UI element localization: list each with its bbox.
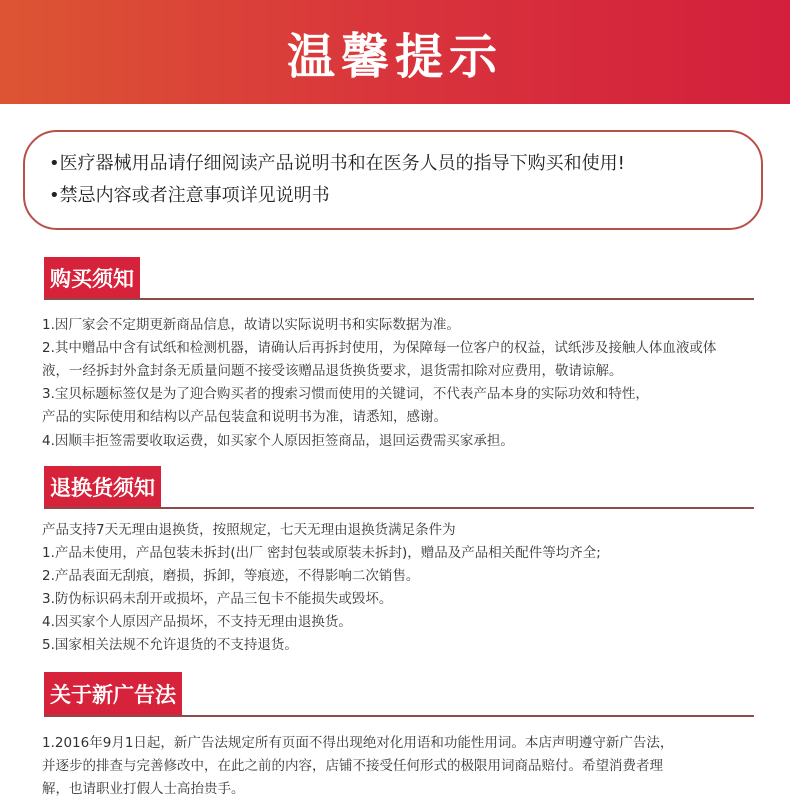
returns-item: 5.国家相关法规不允许退货的不支持退货。 [42,637,298,653]
returns-item: 1.产品未使用，产品包装未拆封(出厂 密封包装或原装未拆封)，赠品及产品相关配件等均齐全; [42,545,601,561]
returns-item: 4.因买家个人原因产品损坏，不支持无理由退换货。 [42,614,352,630]
purchase-divider [44,298,754,300]
purchase-item: 产品的实际使用和结构以产品包装盒和说明书为准，请悉知，感谢。 [42,409,447,425]
adlaw-divider [44,715,754,717]
returns-item: 2.产品表面无刮痕，磨损，拆卸，等痕迹，不得影响二次销售。 [42,568,420,584]
adlaw-section-title: 关于新广告法 [44,672,182,716]
notice-line: •医疗器械用品请仔细阅读产品说明书和在医务人员的指导下购买和使用! [49,153,625,174]
header-banner [0,0,790,104]
returns-section-title: 退换货须知 [44,466,161,508]
adlaw-item: 并逐步的排查与完善修改中，在此之前的内容，店铺不接受任何形式的极限用词商品赔付。希望消费者理 [42,758,663,774]
purchase-item: 液，一经拆封外盒封条无质量问题不接受该赠品退货换货要求，退货需扣除对应费用，敬请谅解。 [42,363,623,379]
purchase-section-title: 购买须知 [44,257,140,299]
purchase-item: 4.因顺丰拒签需要收取运费，如买家个人原因拒签商品，退回运费需买家承担。 [42,433,514,449]
adlaw-item: 1.2016年9月1日起，新广告法规定所有页面不得出现绝对化用语和功能性用词。本店声明遵守新广告法， [42,735,674,751]
purchase-section-body [42,314,782,453]
adlaw-item: 解，也请职业打假人士高抬贵手。 [42,781,245,797]
returns-section-body [42,519,782,657]
returns-item: 3.防伪标识码未刮开或损坏，产品三包卡不能损失或毁坏。 [42,591,393,607]
purchase-item: 2.其中赠品中含有试纸和检测机器，请确认后再拆封使用，为保障每一位客户的权益，试纸涉及接触人体血液或体 [42,340,717,356]
purchase-item: 3.宝贝标题标签仅是为了迎合购买者的搜索习惯而使用的关键词，不代表产品本身的实际功效和特性， [42,386,649,402]
returns-divider [44,507,754,509]
banner-title: 温馨提示 [286,28,503,85]
notice-line: •禁忌内容或者注意事项详见说明书 [49,185,330,206]
returns-item: 产品支持7天无理由退换货，按照规定，七天无理由退换货满足条件为 [42,522,456,538]
warm-notice-box [23,130,763,230]
adlaw-section-body [42,732,782,801]
purchase-item: 1.因厂家会不定期更新商品信息，故请以实际说明书和实际数据为准。 [42,317,460,333]
